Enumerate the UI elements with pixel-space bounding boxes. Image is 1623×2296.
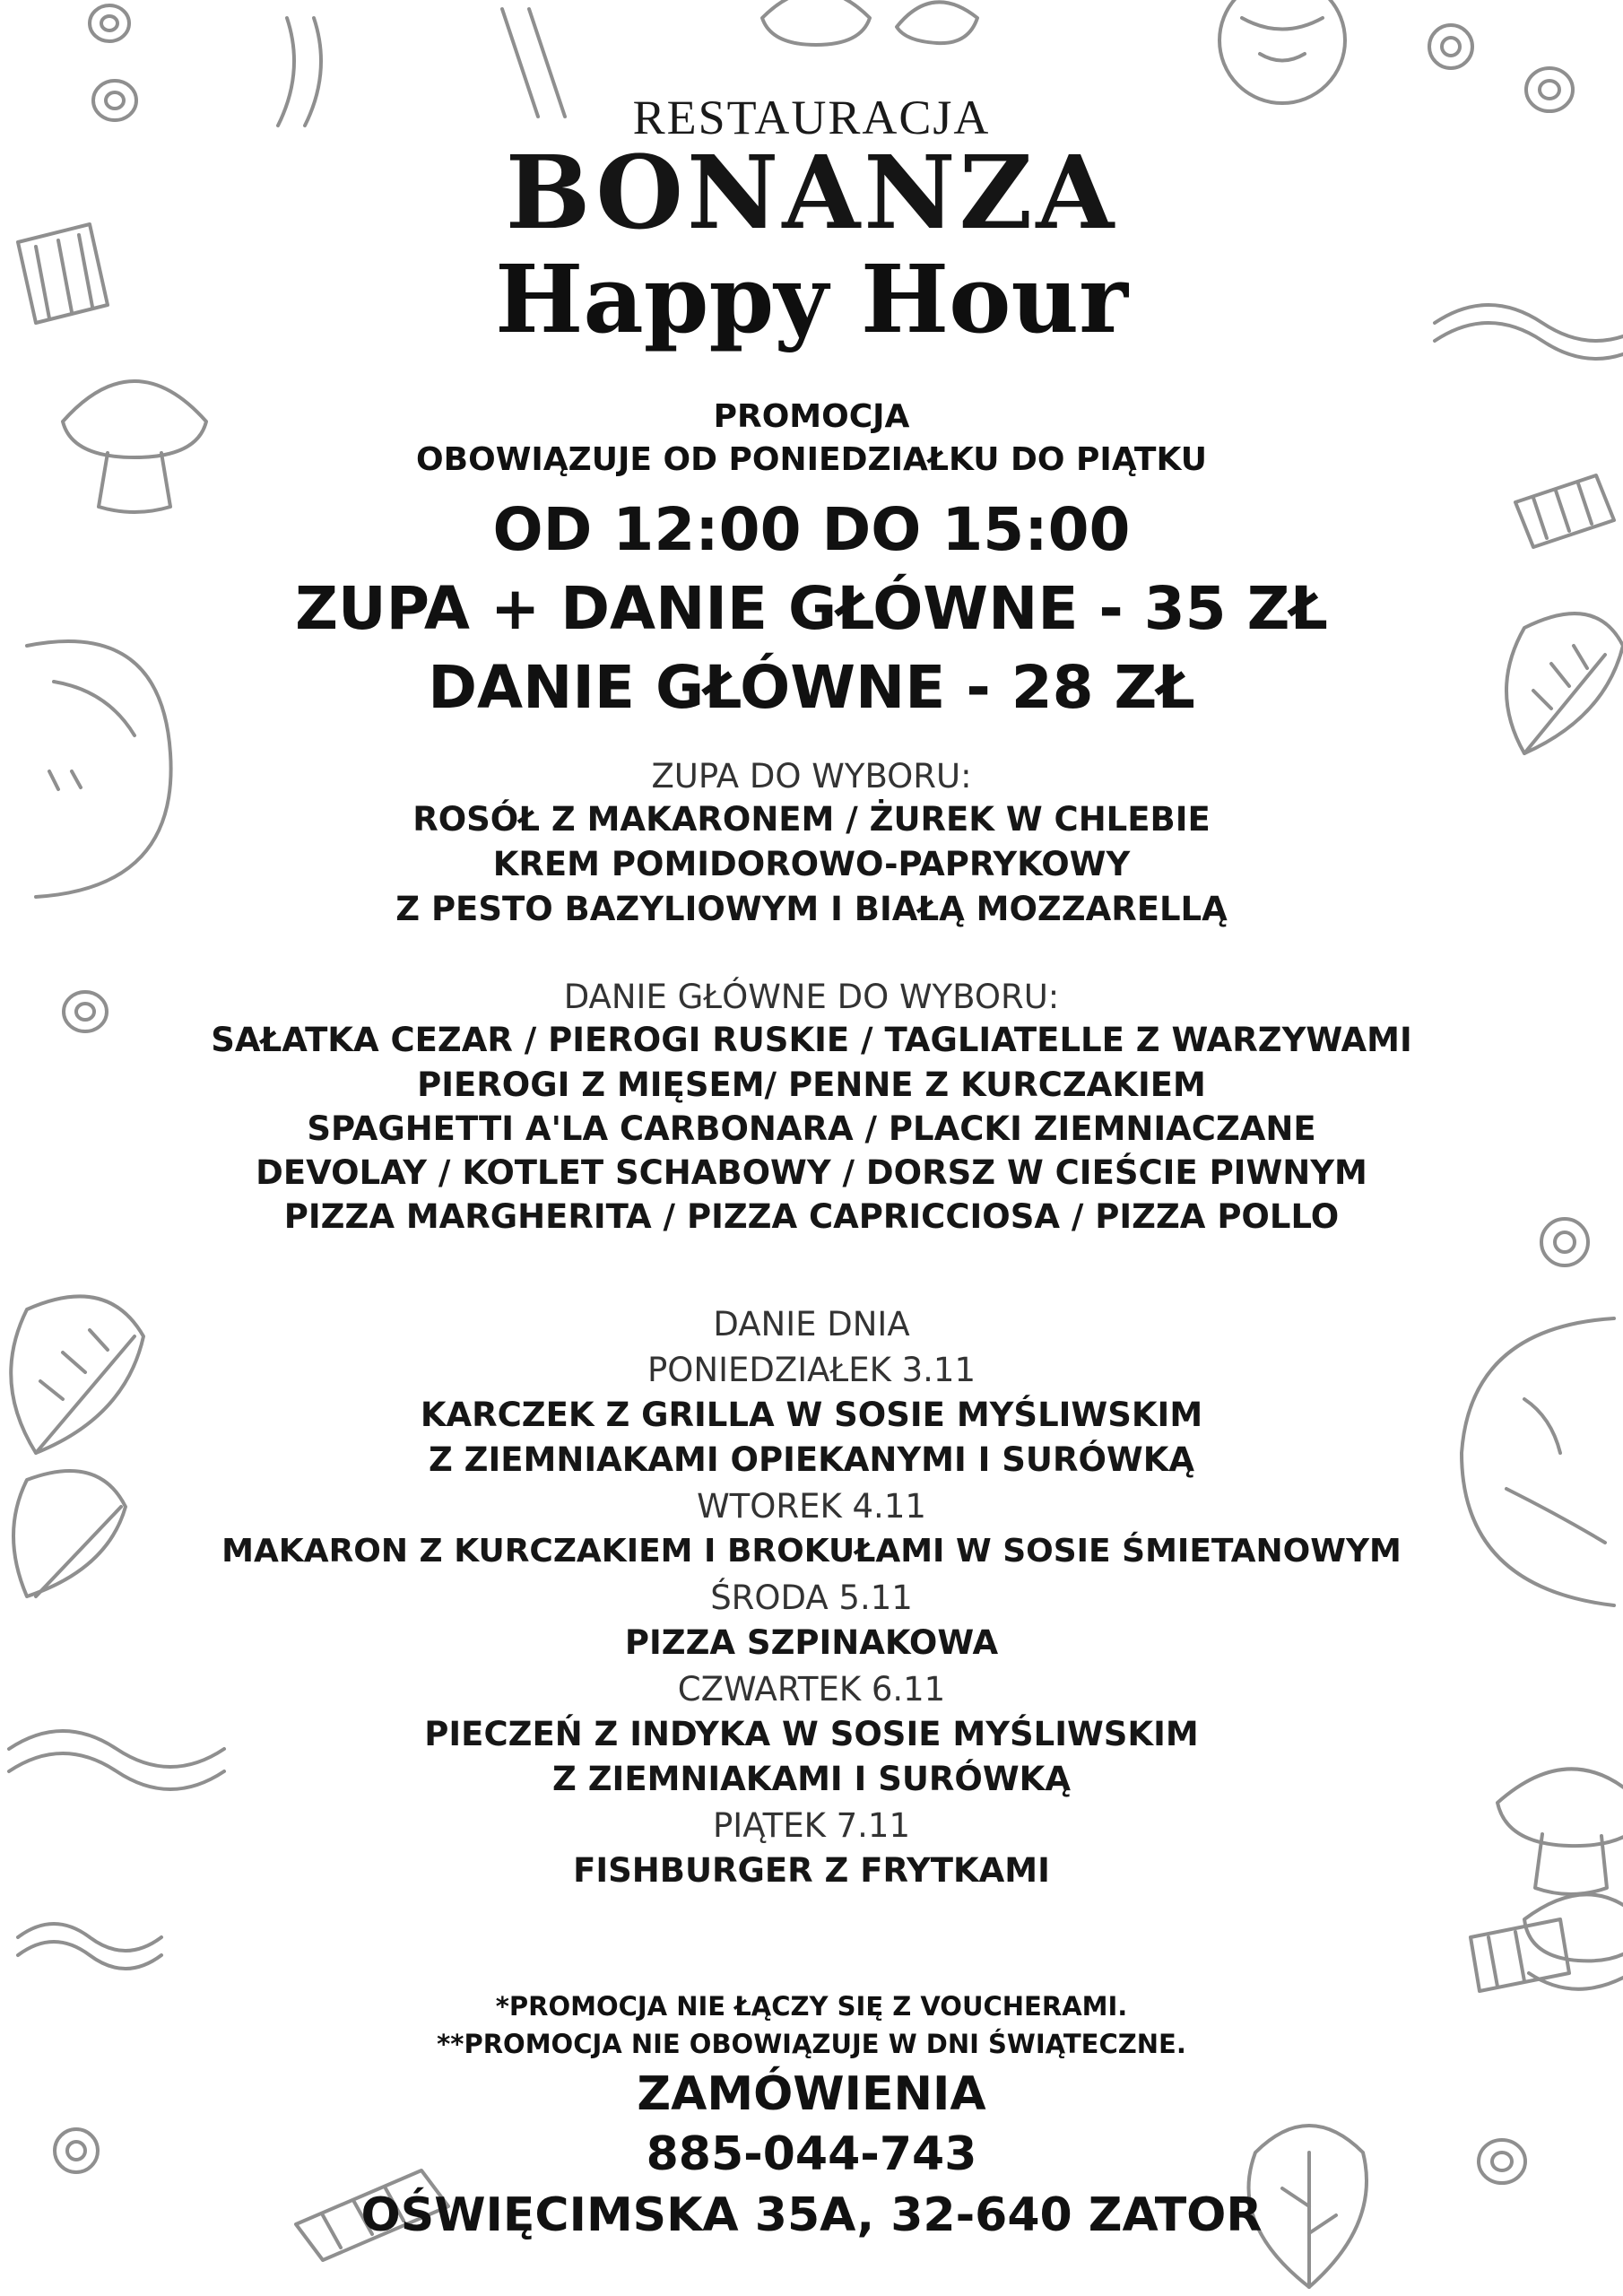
promo-offer-soup-main: ZUPA + DANIE GŁÓWNE - 35 ZŁ [295, 574, 1328, 643]
orders-label: ZAMÓWIENIA [637, 2067, 986, 2121]
phone-number: 885-044-743 [646, 2127, 977, 2181]
daily-dish: PIECZEŃ Z INDYKA W SOSIE MYŚLIWSKIM [424, 1715, 1199, 1753]
daily-day: CZWARTEK 6.11 [677, 1670, 946, 1709]
daily-dish: KARCZEK Z GRILLA W SOSIE MYŚLIWSKIM [420, 1396, 1203, 1434]
pasta-icon [18, 1924, 161, 1969]
soup-item: ROSÓŁ Z MAKARONEM / ŻUREK W CHLEBIE [412, 800, 1211, 839]
promo-note: **PROMOCJA NIE OBOWIĄZUJE W DNI ŚWIĄTECZNE. [437, 2029, 1186, 2059]
main-item: PIZZA MARGHERITA / PIZZA CAPRICCIOSA / PIZZA POLLO [283, 1197, 1340, 1236]
daily-day: WTOREK 4.11 [697, 1487, 926, 1526]
main-item: SAŁATKA CEZAR / PIEROGI RUSKIE / TAGLIATELLE Z WARZYWAMI [211, 1021, 1412, 1059]
promo-label: PROMOCJA [713, 398, 910, 435]
daily-dish: MAKARON Z KURCZAKIEM I BROKUŁAMI W SOSIE ŚMIETANOWYM [221, 1533, 1402, 1570]
soups-heading: ZUPA DO WYBORU: [651, 757, 972, 796]
promo-offer-main: DANIE GŁÓWNE - 28 ZŁ [428, 653, 1195, 722]
soup-item: KREM POMIDOROWO-PAPRYKOWY [492, 845, 1131, 883]
daily-day: PIĄTEK 7.11 [712, 1806, 911, 1845]
daily-dish: Z ZIEMNIAKAMI I SURÓWKĄ [552, 1760, 1071, 1798]
promo-note: *PROMOCJA NIE ŁĄCZY SIĘ Z VOUCHERAMI. [495, 1991, 1128, 2022]
soup-item: Z PESTO BAZYLIOWYM I BIAŁĄ MOZZARELLĄ [395, 890, 1228, 928]
restaurant-brand: BONANZA [505, 135, 1118, 252]
daily-dish: Z ZIEMNIAKAMI OPIEKANYMI I SURÓWKĄ [428, 1440, 1195, 1479]
daily-day: PONIEDZIAŁEK 3.11 [647, 1351, 976, 1389]
main-item: SPAGHETTI A'LA CARBONARA / PLACKI ZIEMNIACZANE [307, 1109, 1316, 1148]
olive-icon [1429, 25, 1472, 68]
daily-dish: FISHBURGER Z FRYTKAMI [573, 1851, 1050, 1890]
promo-hours: OD 12:00 DO 15:00 [492, 495, 1131, 564]
restaurant-kicker: RESTAURACJA [632, 91, 991, 144]
daily-dish: PIZZA SZPINAKOWA [624, 1623, 999, 1662]
promo-days: OBOWIĄZUJE OD PONIEDZIAŁKU DO PIĄTKU [416, 441, 1207, 478]
mains-heading: DANIE GŁÓWNE DO WYBORU: [563, 978, 1060, 1016]
address: OŚWIĘCIMSKA 35A, 32-640 ZATOR [360, 2188, 1263, 2242]
tomato-icon [1219, 0, 1345, 103]
main-item: DEVOLAY / KOTLET SCHABOWY / DORSZ W CIEŚCIE PIWNYM [256, 1153, 1367, 1192]
main-item: PIEROGI Z MIĘSEM/ PENNE Z KURCZAKIEM [417, 1065, 1206, 1104]
page-title: Happy Hour [495, 244, 1128, 354]
daily-heading: DANIE DNIA [713, 1305, 910, 1344]
olive-icon [90, 5, 129, 41]
mushroom-icon [1524, 1894, 1623, 1988]
daily-day: ŚRODA 5.11 [710, 1578, 913, 1617]
mushroom-icon [762, 0, 977, 45]
